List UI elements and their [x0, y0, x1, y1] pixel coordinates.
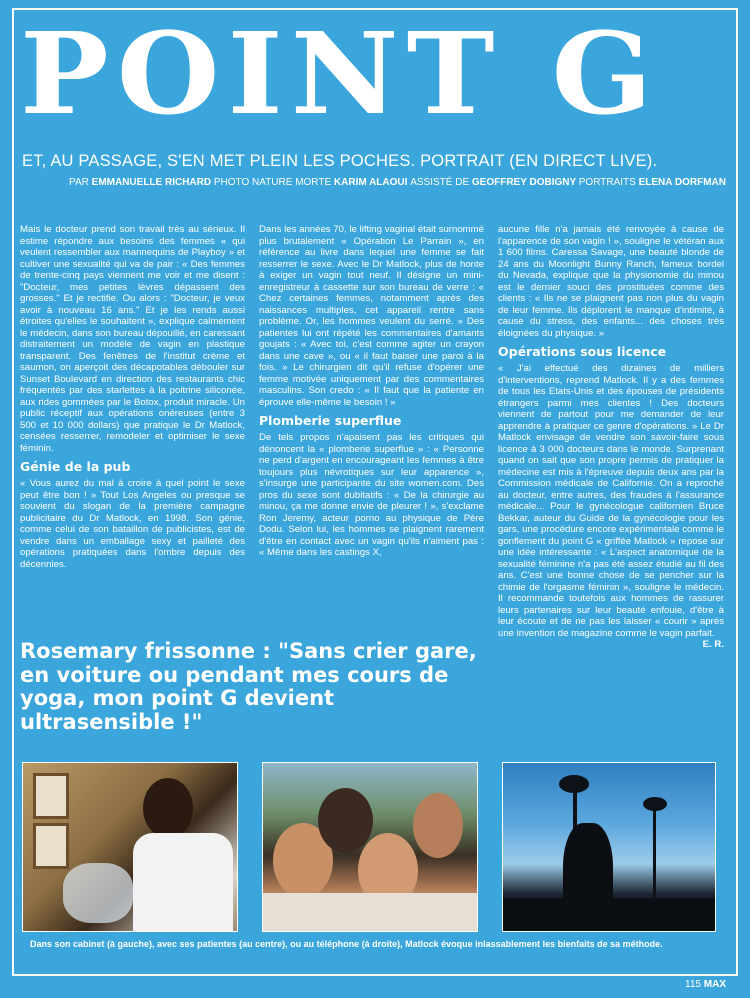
- credit-name: EMMANUELLE RICHARD: [91, 177, 212, 188]
- credit-label: ASSISTÉ DE: [410, 177, 470, 188]
- paragraph: Dans les années 70, le lifting vaginal était surnommé plus brutalement « Opération Le Parrain », en référence au livre dans lequel une femme se fait resserrer le sexe. Avec le Dr Matlock, plus de honte à exiger un vagin tout neuf. Il désigne un mini-enregistreur à cassette sur son bureau de verre : « Chez certaines femmes, notamment après des naissances multiples, cet appareil rentre sans problème. Or, les hommes veulent du serré. » Des patientes lui ont répété les commentaires d'amants goujats : « Avec toi, c'est comme agiter un crayon dans une cave », ou « il faut baiser une paroi à la fois. » Le chirurgien dit qu'il refuse d'opérer une femme motivée uniquement par des commentaires masculins. Son credo : « Il faut que la patiente en éprouve elle-même le besoin ! »: [259, 224, 484, 408]
- section-heading: Opérations sous licence: [498, 344, 667, 359]
- section-heading: Plomberie superflue: [259, 413, 402, 428]
- section-heading: Génie de la pub: [20, 459, 131, 474]
- credit-name: KARIM ALAOUI: [333, 177, 408, 188]
- magazine-name: MAX: [703, 979, 726, 990]
- photo-telephone: [502, 762, 716, 932]
- credit-name: GEOFFREY DOBIGNY: [471, 177, 576, 188]
- article-column-1: [20, 224, 245, 570]
- author-signature: E. R.: [702, 639, 724, 650]
- credit-label: PAR: [69, 177, 89, 188]
- credit-name: ELENA DORFMAN: [638, 177, 726, 188]
- paragraph: aucune fille n'a jamais été renvoyée à cause de l'apparence de son vagin ! », souligne le vétéran aux 1 600 films. Caressa Savage, une beauté blonde de 24 ans du Moonlight Bunny Ranch, fameux bordel du Nevada, explique que la physionomie du minou est le dernier souci des prostituées comme des clients : « Ils ne se plaignent pas non plus du vagin de leur femme. Ils déplorent le manque d'intimité, à cause du stress, des enfants... des choses très éloignées du physique. »: [498, 224, 724, 339]
- subtitle: ET, AU PASSAGE, S'EN MET PLEIN LES POCHES. PORTRAIT (EN DIRECT LIVE).: [22, 152, 658, 170]
- photo-doctor-office: [22, 762, 238, 932]
- credit-label: PHOTO NATURE MORTE: [213, 177, 332, 188]
- article-column-2: [259, 224, 484, 559]
- credits: [69, 177, 726, 188]
- photo-patients: [262, 762, 478, 932]
- page-folio: [685, 979, 726, 990]
- paragraph: « Vous aurez du mal à croire à quel point le sexe peut être bon ! » Tout Los Angeles ou presque se souvient du slogan de la première campagne publicitaire du Dr Matlock, en 1998. Son génie, comme celui de son bataillon de publicistes, est de vendre dans un emballage sexy et pailleté des opérations pratiquées dans l'ombre depuis des décennies.: [20, 478, 245, 570]
- pull-quote: Rosemary frissonne : "Sans crier gare, en voiture ou pendant mes cours de yoga, mon point G devient ultrasensible !": [20, 639, 477, 734]
- article-column-3: [498, 224, 724, 651]
- credit-label: PORTRAITS: [578, 177, 636, 188]
- page-number: 115: [685, 979, 701, 990]
- paragraph: « J'ai effectué des dizaines de milliers d'interventions, reprend Matlock. Il y a des femmes de tous les Etats-Unis et des épouses de présidents étrangers parmi mes clientes ! Des docteurs viennent de partout pour me demander de leur apprendre à pratiquer ce genre d'opérations. » Le Dr Matlock envisage de vendre son savoir-faire sous licence à 3 000 docteurs dans le monde. Surprenant quand on sait que son propre permis de pratiquer la médecine est mis à l'épreuve depuis deux ans par la Commission médicale de Californie. On a reproché au docteur, entre autres, des fraudes à l'assurance médicale... Pour le gynécologue californien Bruce Bekkar, auteur du Guide de la gynécologie pour les gars, une procédure encore expérimentale comme le gonflement du point G « griffée Matlock » repose sur une idée intéressante : « L'aspect anatomique de la sexualité féminine n'a pas été assez étudié au fil des ans. C'est une bonne chose de se pencher sur la chimie de l'orgasme féminin », souligne le médecin. Il recommande toutefois aux hommes de rassurer leurs partenaires sur leur beauté enfouie, d'être à leur écoute et de ne pas les laisser « courir » après une invention de magazine comme le vagin parfait.: [498, 363, 724, 639]
- page-title: POINT G: [20, 7, 661, 140]
- paragraph: Mais le docteur prend son travail très au sérieux. Il estime répondre aux besoins des femmes « qui veulent ressembler aux mannequins de Playboy » et cultiver une sexualité qui va de pair : « Des femmes de trente-cinq pays viennent me voir et me disent : "Docteur, mes petites lèvres dépassent des grosses." Et je rectifie. Ou alors : "Docteur, je veux avoir à nouveau 16 ans." Et je les rends aussi étroites qu'elles le souhaitent », explique calmement le médecin, dans son bureau dépouillé, en caressant distraitement un modèle de vagin en plastique transparent. Des fenêtres de l'institut crème et saumon, on aperçoit des décapotables débouler sur Sunset Boulevard en direction des restaurants chic fréquentés par des starlettes à la poitrine siliconée, aux rides gommées par le Botox, produit miracle. Un public réceptif aux opérations onéreuses (entre 3 500 et 10 000 dollars) que pratique le Dr Matlock, censées resserrer, remodeler et optimiser le sexe féminin.: [20, 224, 245, 454]
- paragraph: De tels propos n'apaisent pas les critiques qui dénoncent la « plomberie superflue » : « Personne ne perd d'argent en encourageant les femmes à être toujours plus névrotiques sur leur apparence », s'insurge une participante du site women.com. Des pros du sexe sont dubitatifs : « De la chirurgie au minou, ça me donne envie de pleurer ! », s'exclame Ron Jeremy, acteur porno au physique de Père Dodu. Selon lui, les hommes se plaignent rarement d'être en contact avec un vagin qu'ils n'aiment pas : « Même dans les castings X,: [259, 432, 484, 558]
- photo-caption: Dans son cabinet (à gauche), avec ses patientes (au centre), ou au téléphone (à droite), Matlock évoque inlassablement les bienfaits de sa méthode.: [30, 939, 663, 949]
